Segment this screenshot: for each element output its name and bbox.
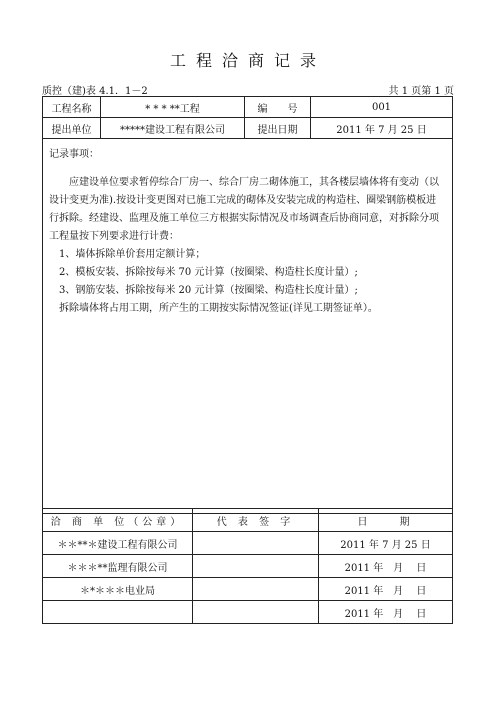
header-row-project (43, 97, 453, 118)
record-item: 1、墙体拆除单价套用定额计算； (59, 249, 206, 260)
record-item: 拆除墙体将占用工期，所产生的工期按实际情况签证(详见工期签证单）。 (59, 303, 378, 314)
header-row-submit (43, 118, 453, 139)
signature-unit: ＊＊**＊建设工程有限公司 (43, 532, 193, 555)
signature-row (43, 601, 453, 624)
signature-date: 2011 年 月 日 (319, 601, 453, 624)
signature-row (43, 578, 453, 601)
submit-date-value: 2011 年 7 月 25 日 (311, 118, 453, 139)
signature-rep[interactable] (193, 532, 319, 555)
signature-date: 2011 年 月 日 (319, 555, 453, 578)
signature-rep[interactable] (193, 555, 319, 578)
project-name-value: * * * **工程 (101, 97, 245, 118)
page-info: 共 1 页第 1 页 (388, 86, 454, 97)
signature-table (42, 508, 453, 624)
document-title: 工程洽商记录 (169, 51, 326, 70)
submit-unit-value: *****建设工程有限公司 (101, 118, 245, 139)
signature-unit (43, 601, 193, 624)
project-name-label: 工程名称 (43, 97, 101, 118)
submit-date-label: 提出日期 (245, 118, 311, 139)
record-row (43, 139, 453, 514)
record-body (49, 174, 446, 318)
number-value: 001 (311, 97, 453, 118)
col-unit-header: 洽 商 单 位（公章） (43, 509, 193, 532)
record-cell (43, 139, 453, 514)
record-paragraph: 应建设单位要求暂停综合厂房一、综合厂房二砌体施工，其各楼层墙体将有变动（以设计变更为准).按设计变更图对已施工完成的砌体及安装完成的构造柱、圈梁钢筋模板进行拆除。经建设、监理及施工单位三方根据实际情况及市场调查后协商同意，对拆除分项工程量按下列要求进行计费： (49, 177, 439, 242)
form-code: 质控（建)表 4.1．1－2 (42, 86, 148, 97)
col-date-header: 日 期 (319, 509, 453, 532)
record-label: 记录事项： (49, 149, 99, 160)
col-rep-header: 代 表 签 字 (193, 509, 319, 532)
signature-row (43, 555, 453, 578)
signature-header-row (43, 509, 453, 532)
record-item: 3、钢筋安装、拆除按每米 20 元计算（按圈梁、构造柱长度计量）; (59, 285, 358, 296)
signature-rep[interactable] (193, 601, 319, 624)
number-label: 编 号 (245, 97, 311, 118)
signature-unit: ＊*＊＊＊电业局 (43, 578, 193, 601)
negotiation-record-table (42, 96, 453, 514)
submit-unit-label: 提出单位 (43, 118, 101, 139)
record-item: 2、模板安装、拆除按每米 70 元计算（按圈梁、构造柱长度计量）; (59, 267, 358, 278)
signature-date: 2011 年 7 月 25 日 (319, 532, 453, 555)
signature-unit: ＊＊＊**监理有限公司 (43, 555, 193, 578)
signature-rep[interactable] (193, 578, 319, 601)
signature-row (43, 532, 453, 555)
signature-date: 2011 年 月 日 (319, 578, 453, 601)
